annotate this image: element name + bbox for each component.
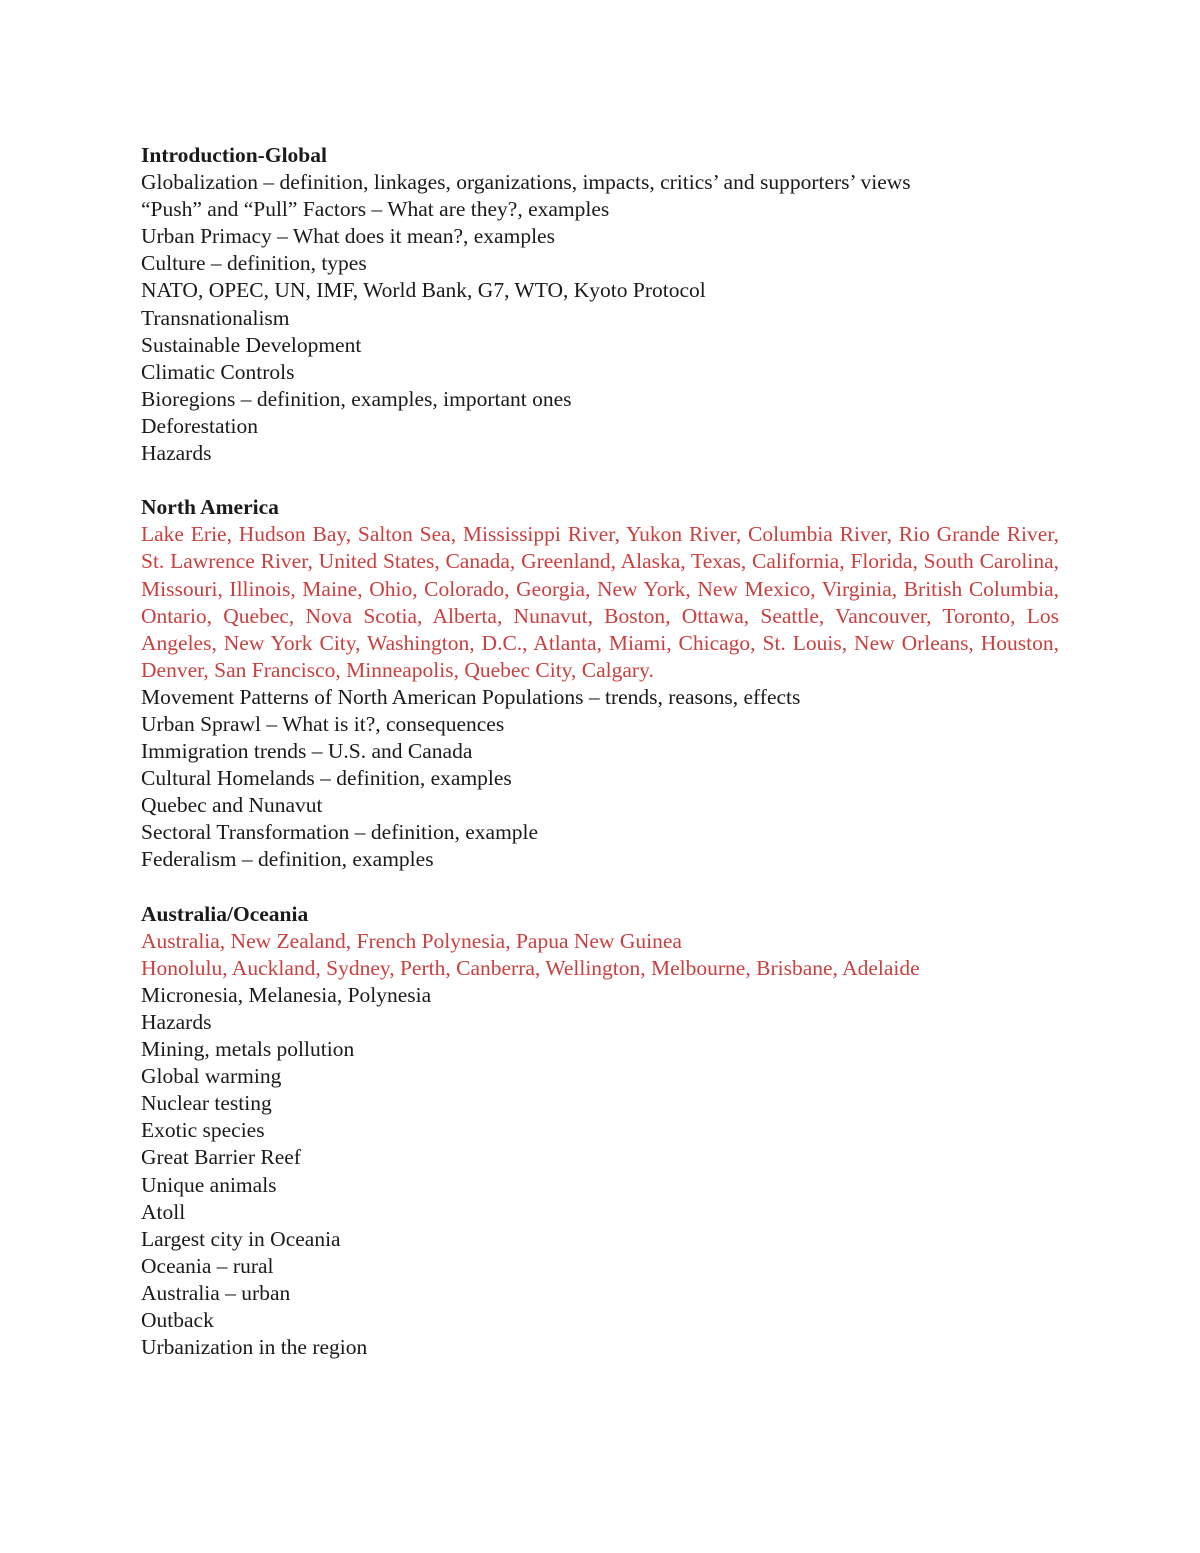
place-names-countries: Australia, New Zealand, French Polynesia, Papua New Guinea: [141, 928, 682, 953]
topic-item: Nuclear testing: [141, 1091, 272, 1116]
topic-item: Climatic Controls: [141, 359, 295, 384]
topic-item: Cultural Homelands – definition, examples: [141, 766, 512, 791]
topic-item: Global warming: [141, 1064, 282, 1089]
topic-item: Bioregions – definition, examples, important ones: [141, 386, 572, 411]
topic-item: Hazards: [141, 1010, 212, 1034]
topic-item: Movement Patterns of North American Populations – trends, reasons, effects: [141, 684, 801, 709]
document-page: [141, 142, 1059, 1388]
place-names-cities: Honolulu, Auckland, Sydney, Perth, Canberra, Wellington, Melbourne, Brisbane, Adelaide: [141, 955, 920, 980]
topic-item: Outback: [141, 1308, 214, 1333]
topic-item: Transnationalism: [141, 305, 290, 330]
section-heading: Introduction-Global: [141, 143, 327, 167]
topic-item: Quebec and Nunavut: [141, 793, 323, 818]
topic-item: Sustainable Development: [141, 332, 362, 357]
topic-item: Urbanization in the region: [141, 1335, 368, 1360]
place-names-list: Lake Erie, Hudson Bay, Salton Sea, Mississippi River, Yukon River, Columbia River, Rio Grande River, St. Lawrence River, United States, Canada, Greenland, Alaska, Texas, California, Florida, South Carolina, Missouri, Illinois, Maine, Ohio, Colorado, Georgia, New York, New Mexico, Virginia, British Columbia, Ontario, Quebec, Nova Scotia, Alberta, Nunavut, Boston, Ottawa, Seattle, Vancouver, Toronto, Los Angeles, New York City, Washington, D.C., Atlanta, Miami, Chicago, St. Louis, New Orleans, Houston, Denver, San Francisco, Minneapolis, Quebec City, Calgary.: [141, 522, 1059, 682]
section-heading: Australia/Oceania: [141, 901, 309, 926]
topic-item: Sectoral Transformation – definition, example: [141, 820, 539, 845]
section-heading: North America: [141, 495, 279, 520]
topic-item: Hazards: [141, 441, 212, 466]
topic-item: Oceania – rural: [141, 1253, 274, 1278]
topic-item: Urban Sprawl – What is it?, consequences: [141, 711, 505, 736]
topic-item: Federalism – definition, examples: [141, 847, 434, 872]
topic-item: Mining, metals pollution: [141, 1037, 355, 1062]
topic-item: Immigration trends – U.S. and Canada: [141, 739, 473, 764]
topic-item: Exotic species: [141, 1118, 265, 1143]
topic-item: Largest city in Oceania: [141, 1226, 341, 1251]
topic-item: Deforestation: [141, 413, 259, 438]
topic-item: Australia – urban: [141, 1280, 291, 1305]
topic-item: Great Barrier Reef: [141, 1145, 301, 1170]
topic-item: Micronesia, Melanesia, Polynesia: [141, 982, 432, 1007]
topic-item: Unique animals: [141, 1172, 277, 1197]
topic-item: Culture – definition, types: [141, 251, 367, 276]
topic-item: Atoll: [141, 1199, 186, 1224]
topic-item: NATO, OPEC, UN, IMF, World Bank, G7, WTO, Kyoto Protocol: [141, 278, 706, 303]
section-australia-oceania: [141, 901, 1059, 1362]
topic-item: Urban Primacy – What does it mean?, examples: [141, 224, 555, 249]
section-north-america: [141, 494, 1059, 873]
section-introduction-global: [141, 142, 1059, 467]
topic-item: “Push” and “Pull” Factors – What are they?, examples: [141, 197, 610, 222]
topic-item: Globalization – definition, linkages, organizations, impacts, critics’ and supporters’ views: [141, 170, 911, 195]
